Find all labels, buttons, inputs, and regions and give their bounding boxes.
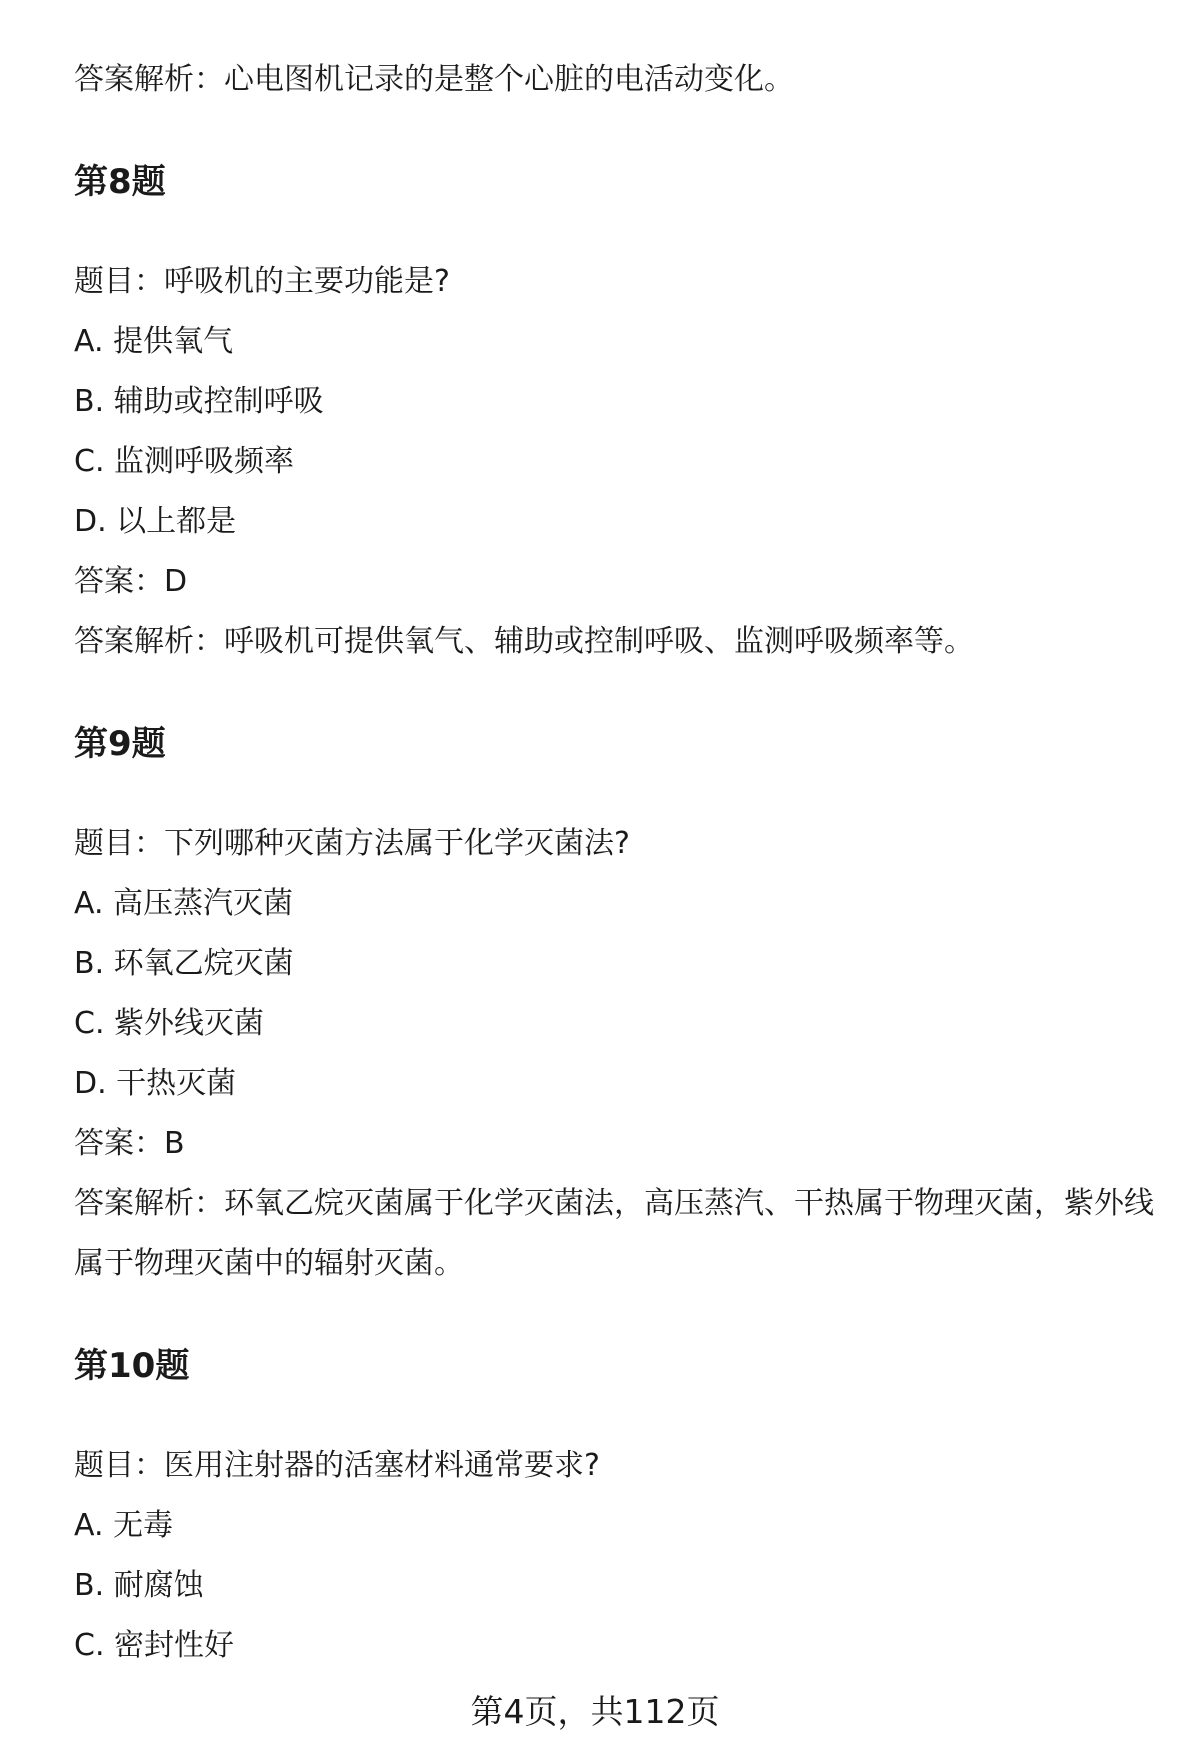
- question-8-option-b: B. 辅助或控制呼吸: [74, 384, 324, 419]
- question-10-option-b: B. 耐腐蚀: [74, 1568, 204, 1603]
- question-9-option-c: C. 紫外线灭菌: [74, 1006, 265, 1041]
- question-9-text: 题目：下列哪种灭菌方法属于化学灭菌法?: [74, 826, 630, 861]
- question-8-option-d: D. 以上都是: [74, 504, 237, 539]
- question-9-option-d: D. 干热灭菌: [74, 1066, 237, 1101]
- question-9-answer: 答案：B: [74, 1126, 185, 1161]
- question-8-option-a: A. 提供氧气: [74, 324, 234, 359]
- prev-answer-explanation: 答案解析：心电图机记录的是整个心脏的电活动变化。: [74, 62, 794, 97]
- question-9-option-a: A. 高压蒸汽灭菌: [74, 886, 294, 921]
- question-10-option-c: C. 密封性好: [74, 1628, 235, 1663]
- question-9-option-b: B. 环氧乙烷灭菌: [74, 946, 294, 981]
- question-10-text: 题目：医用注射器的活塞材料通常要求?: [74, 1448, 600, 1483]
- question-8-heading: 第8题: [74, 162, 166, 202]
- question-9-explanation-line-2: 属于物理灭菌中的辐射灭菌。: [74, 1246, 464, 1281]
- question-9-explanation-line-1: 答案解析：环氧乙烷灭菌属于化学灭菌法，高压蒸汽、干热属于物理灭菌，紫外线: [74, 1186, 1154, 1221]
- question-8-option-c: C. 监测呼吸频率: [74, 444, 295, 479]
- page-number-footer: 第4页，共112页: [470, 1692, 720, 1731]
- question-10-heading: 第10题: [74, 1346, 190, 1386]
- question-9-heading: 第9题: [74, 724, 166, 764]
- question-8-answer: 答案：D: [74, 564, 188, 599]
- question-8-text: 题目：呼吸机的主要功能是?: [74, 264, 450, 299]
- question-10-option-a: A. 无毒: [74, 1508, 174, 1543]
- question-8-explanation: 答案解析：呼吸机可提供氧气、辅助或控制呼吸、监测呼吸频率等。: [74, 624, 974, 659]
